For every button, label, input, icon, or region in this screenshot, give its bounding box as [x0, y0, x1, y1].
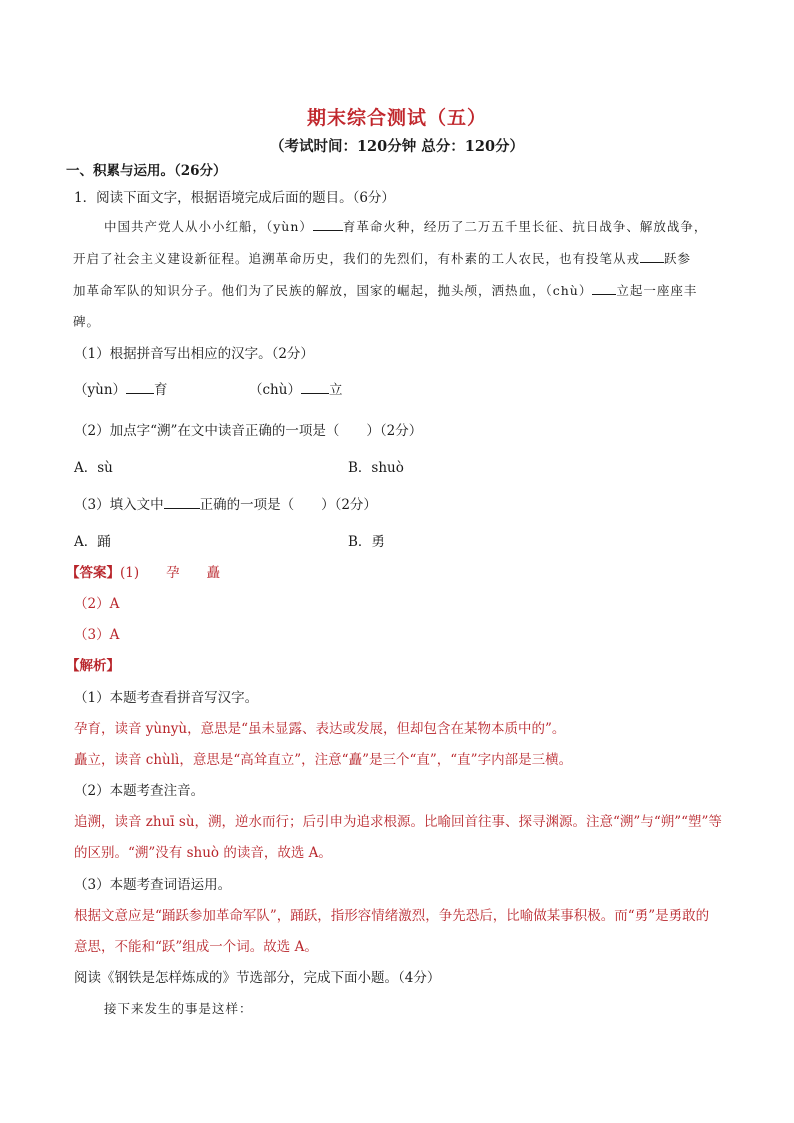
question-text: 正确的一项是（ ）（2分）	[199, 497, 377, 513]
section-heading: 一、积累与运用。（26分）	[66, 163, 227, 179]
analysis-1-heading: （1）本题考查看拼音写汉字。	[74, 690, 259, 706]
question-1-stem: 1．阅读下面文字，根据语境完成后面的题目。（6分）	[74, 190, 395, 206]
sub-question-3-option-a: A．踊	[74, 534, 111, 550]
answer-3: （3）A	[74, 627, 120, 643]
analysis-1-line-2: 矗立，读音 chùlì，意思是“高耸直立”，注意“矗”是三个“直”，“直”字内部是三横。	[74, 752, 573, 768]
passage-text: 跃参	[664, 251, 692, 266]
answer-2: （2）A	[74, 596, 120, 612]
passage-text: 开启了社会主义建设新征程。追溯革命历史，我们的先烈们，有朴素的工人农民，也有投笔从戎	[73, 251, 641, 266]
answer-1: (1) 孕 矗	[120, 565, 221, 581]
sub-question-1: （1）根据拼音写出相应的汉字。（2分）	[74, 346, 314, 362]
pinyin-label: （yùn）	[74, 382, 127, 398]
analysis-1-line-1: 孕育，读音 yùnyù，意思是“虽未显露、表达或发展，但却包含在某物本质中的”。	[74, 721, 566, 737]
page-subtitle: （考试时间：120分钟 总分：120分）	[269, 138, 525, 155]
sub-question-1-item-a	[74, 378, 168, 398]
passage-line-2	[73, 249, 691, 267]
fill-blank	[301, 381, 329, 394]
analysis-2-heading: （2）本题考查注音。	[74, 783, 205, 799]
analysis-3-heading: （3）本题考查词语运用。	[74, 877, 232, 893]
answer-block	[66, 561, 220, 581]
passage-line-3	[73, 281, 697, 299]
answer-label: 【答案】	[66, 565, 120, 581]
analysis-3-line-2: 意思，不能和“跃”组成一个词。故选 A。	[74, 939, 318, 955]
sub-question-1-item-b	[249, 378, 342, 398]
sub-question-3-option-b: B．勇	[348, 534, 385, 550]
analysis-2-line-2: 的区别。“溯”没有 shuò 的读音，故选 A。	[74, 845, 332, 861]
question-2-stem: 阅读《钢铁是怎样炼成的》节选部分，完成下面小题。（4分）	[74, 970, 441, 986]
passage-text: 立起一座座丰	[616, 283, 698, 298]
passage-text: 中国共产党人从小小红船，（yùn）	[104, 219, 313, 234]
analysis-3-line-1: 根据文意应是“踊跃参加革命军队”，踊跃，指形容情绪激烈，争先恐后，比喻做某事积极。而“勇”是勇敢的	[74, 908, 710, 924]
character-label: 立	[328, 382, 343, 398]
question-2-passage-line-1: 接下来发生的事是这样：	[104, 1001, 253, 1016]
page-title: 期末综合测试（五）	[306, 107, 487, 129]
passage-line-4: 碑。	[73, 314, 101, 329]
analysis-label: 【解析】	[66, 658, 120, 674]
sub-question-3	[74, 493, 377, 513]
character-label: 育	[154, 382, 168, 398]
pinyin-label: （chù）	[249, 382, 301, 398]
fill-blank	[313, 218, 343, 231]
passage-text: 育革命火种，经历了二万五千里长征、抗日战争、解放战争，	[342, 219, 708, 234]
fill-blank	[164, 496, 200, 509]
fill-blank	[640, 250, 664, 263]
sub-question-2-option-a: A．sù	[74, 460, 113, 476]
sub-question-2: （2）加点字“溯”在文中读音正确的一项是（ ）（2分）	[74, 423, 423, 439]
passage-line-1	[104, 217, 707, 235]
passage-text: 加革命军队的知识分子。他们为了民族的解放，国家的崛起，抛头颅，洒热血，（chù）	[73, 283, 593, 298]
fill-blank	[126, 381, 154, 394]
question-text: （3）填入文中	[74, 497, 164, 513]
fill-blank	[592, 282, 616, 295]
analysis-2-line-1: 追溯，读音 zhuī sù，溯，逆水而行；后引申为追求根源。比喻回首往事、探寻渊源。注意“溯”与“朔”“塑”等	[74, 814, 722, 830]
sub-question-2-option-b: B．shuò	[348, 460, 404, 476]
